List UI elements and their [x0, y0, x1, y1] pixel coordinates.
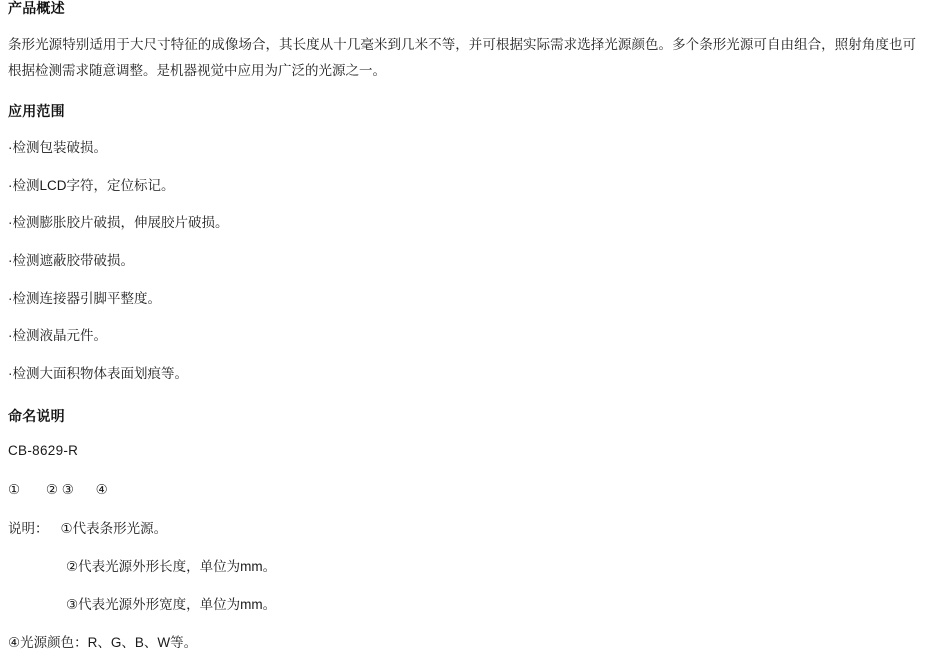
- naming-legend: [8, 519, 888, 671]
- section-title-application-scope: 应用范围: [8, 103, 65, 119]
- circle-mark-row: [8, 482, 108, 498]
- model-code: CB-8629-R: [8, 443, 79, 458]
- legend-line-1: [8, 519, 888, 557]
- section-title-overview: 产品概述: [8, 0, 65, 16]
- list-item: ·检测LCD字符，定位标记。: [8, 177, 175, 193]
- list-item: ·检测液晶元件。: [8, 328, 107, 344]
- overview-paragraph: 条形光源特别适用于大尺寸特征的成像场合，其长度从十几毫米到几米不等，并可根据实际需求选择光源颜色。多个条形光源可自由组合，照射角度也可根据检测需求随意调整。是机器视觉中应用为广泛的光源之一。: [8, 37, 916, 78]
- circle-mark-3: ③: [61, 482, 74, 497]
- list-item: ·检测连接器引脚平整度。: [8, 290, 161, 306]
- legend-line-4: [8, 633, 888, 671]
- section-title-naming: 命名说明: [8, 408, 65, 424]
- circle-mark-1: ①: [8, 482, 21, 497]
- legend-text: ①代表条形光源。: [60, 521, 168, 536]
- list-item: ·检测大面积物体表面划痕等。: [8, 366, 188, 382]
- application-scope-list: [8, 138, 888, 402]
- legend-text: ②代表光源外形长度，单位为mm。: [66, 559, 277, 574]
- legend-line-3: [8, 595, 888, 633]
- legend-text: ③代表光源外形宽度，单位为mm。: [66, 597, 277, 612]
- list-item: ·检测膨胀胶片破损，伸展胶片破损。: [8, 215, 229, 231]
- circle-mark-2: ②: [45, 482, 58, 497]
- list-item: ·检测包装破损。: [8, 140, 107, 155]
- legend-label: 说明：: [8, 521, 49, 536]
- circle-mark-4: ④: [95, 482, 108, 497]
- list-item: ·检测遮蔽胶带破损。: [8, 253, 134, 269]
- legend-line-2: [8, 557, 888, 595]
- legend-text: ④光源颜色：R、G、B、W等。: [8, 635, 198, 650]
